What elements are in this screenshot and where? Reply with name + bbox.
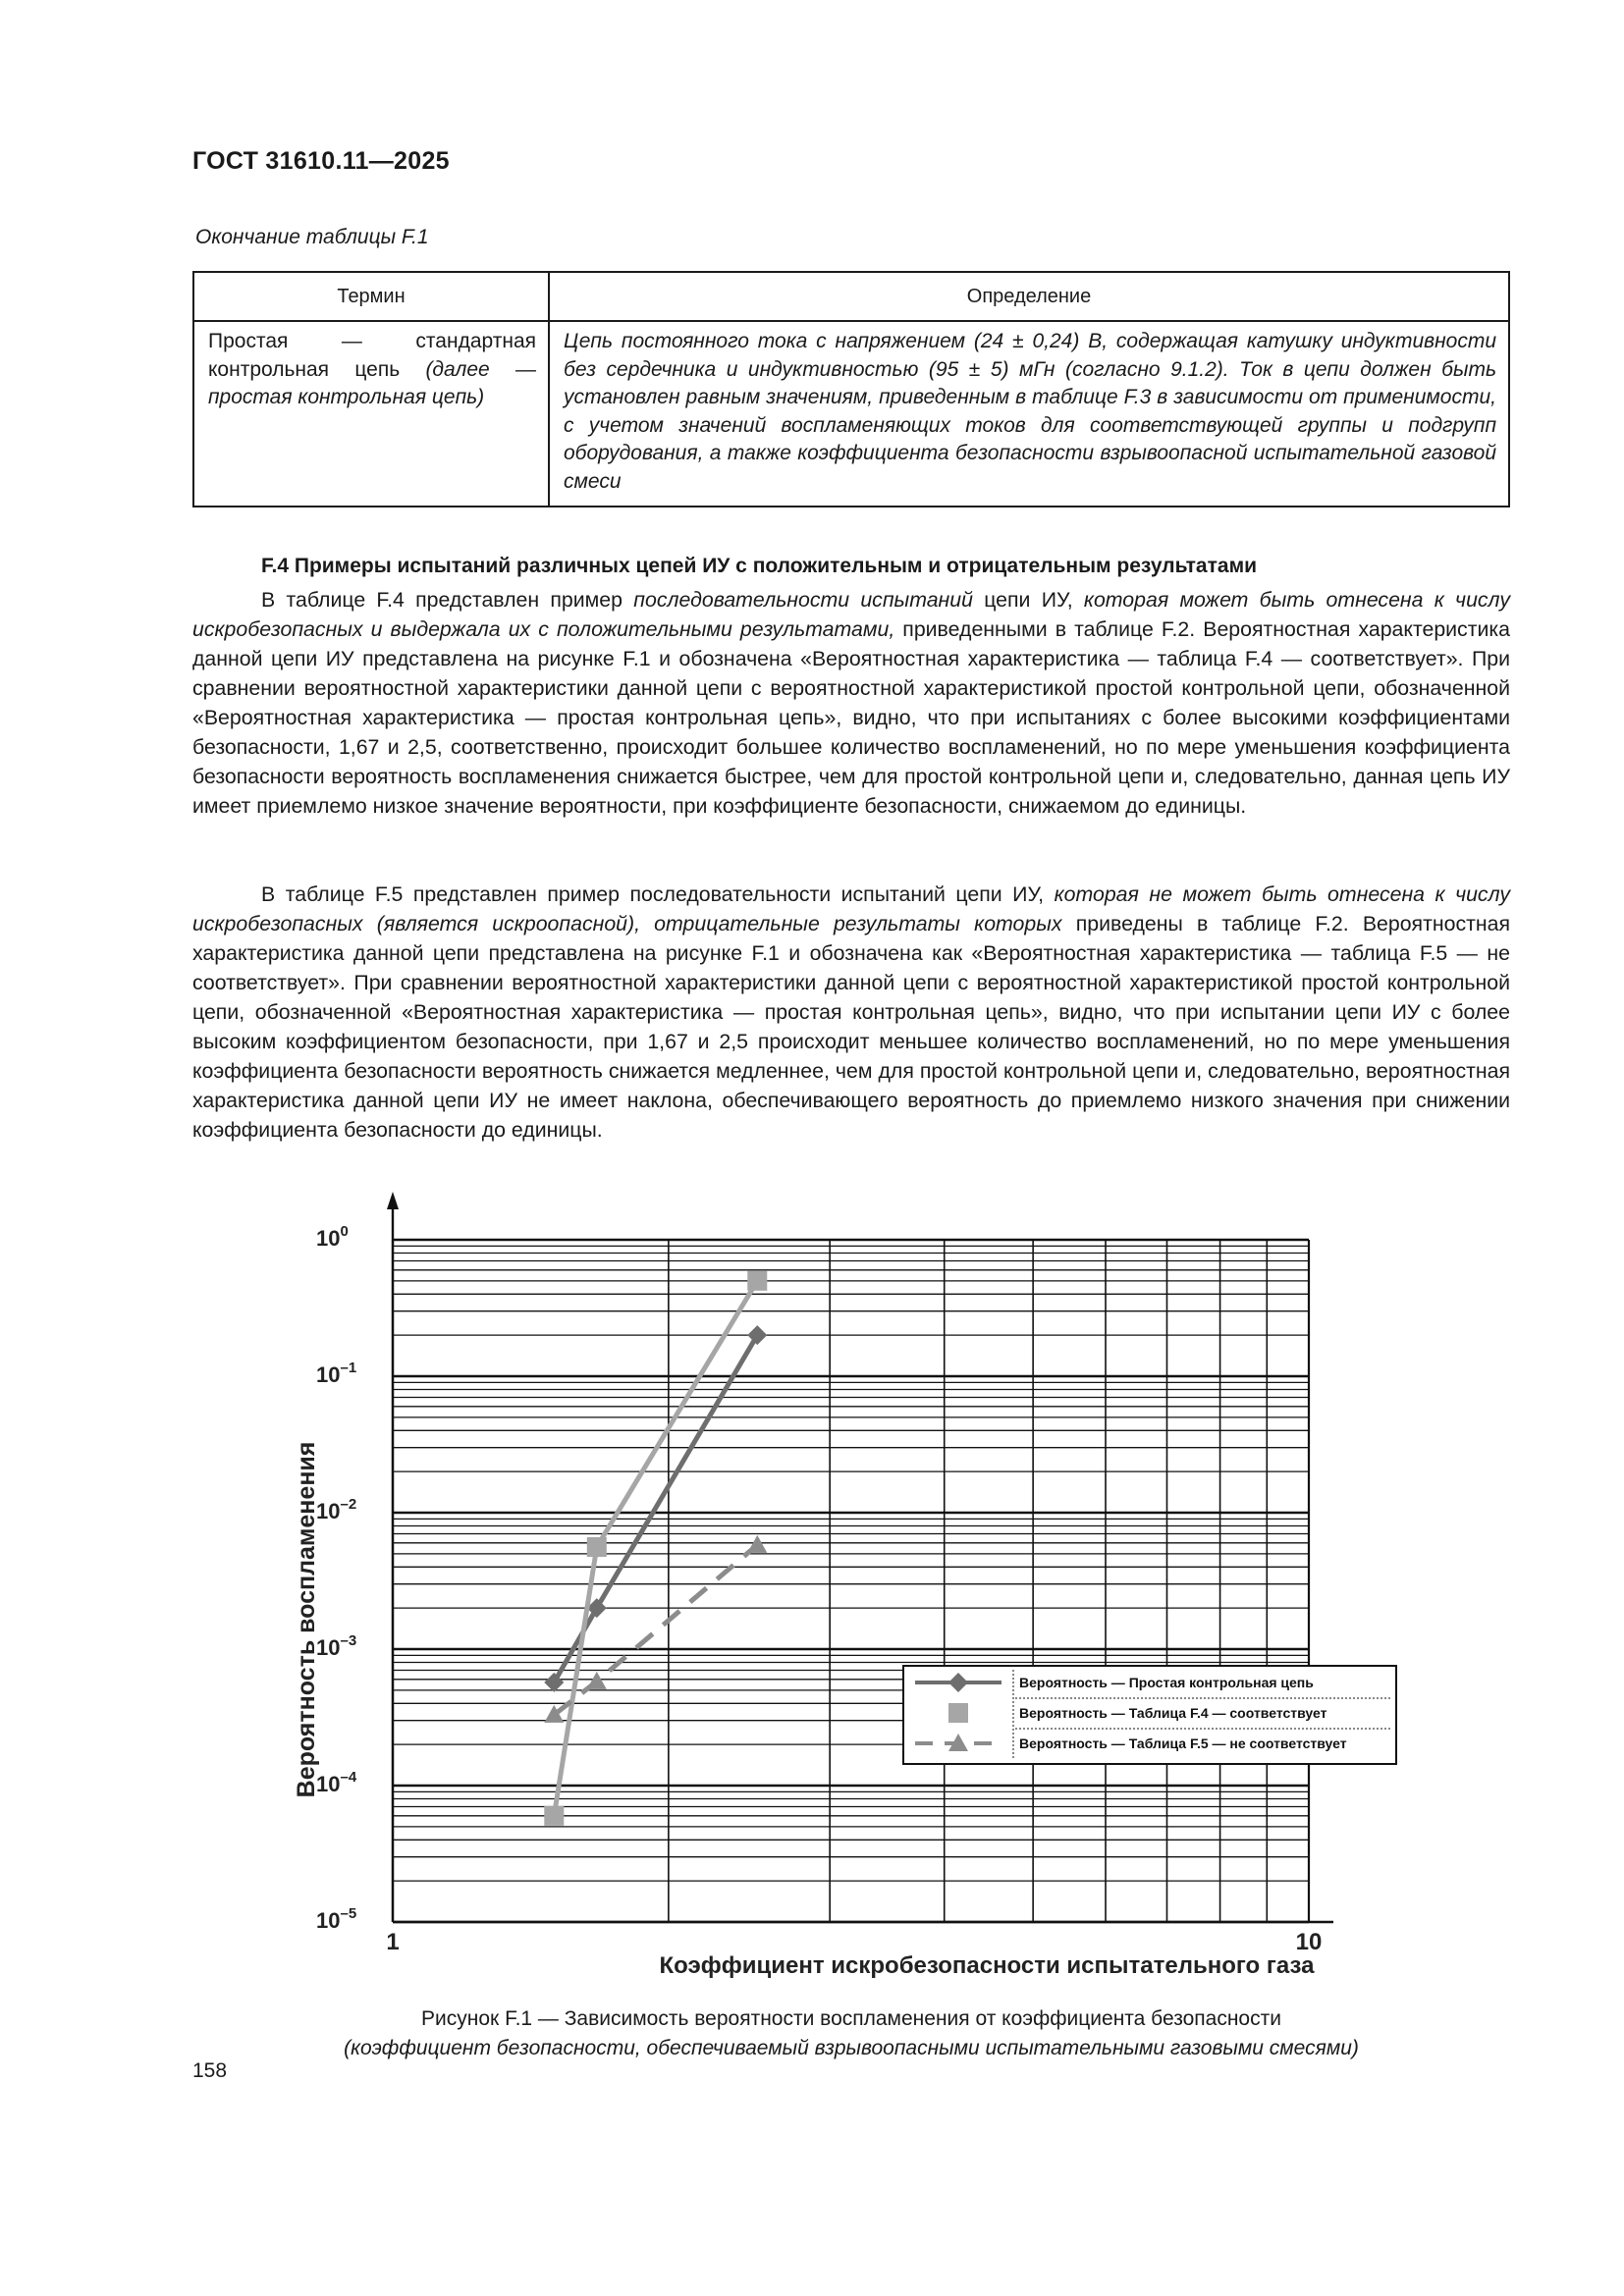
page-number: 158 xyxy=(192,2059,228,2082)
table-header-row xyxy=(193,272,1509,321)
y-axis-label: Вероятность воспламенения xyxy=(293,1441,320,1798)
p1-italic-d: которая может быть отнесена к числу искробезопасных и выдержала их с положительными результатами, xyxy=(192,588,1510,641)
x-tick-label: 10 xyxy=(1295,1929,1323,1955)
legend-label: Вероятность — Таблица F.5 — не соответствует xyxy=(1019,1735,1347,1751)
data-point-triangle xyxy=(587,1672,607,1689)
x-tick-label: 1 xyxy=(386,1929,400,1955)
data-point-diamond xyxy=(544,1673,564,1692)
chart-axes xyxy=(387,1192,1333,1922)
p2-text-a: В таблице F.5 представлен пример последовательности испытаний цепи ИУ, xyxy=(261,882,1055,906)
standard-header: ГОСТ 31610.11—2025 xyxy=(192,147,450,175)
y-tick-label: $10^{-3}$ xyxy=(316,1632,357,1660)
paragraph-1 xyxy=(192,585,1510,821)
p1-italic-b: последовательности испытаний xyxy=(633,588,973,612)
chart-tick-labels xyxy=(316,1223,1322,1955)
y-tick-label: $10^{-5}$ xyxy=(316,1905,357,1933)
figure-caption-line2: (коэффициент безопасности, обеспечиваемый взрывоопасными испытательными газовыми смесями) xyxy=(344,2037,1359,2059)
data-point-square xyxy=(747,1271,767,1291)
table-row xyxy=(193,321,1509,507)
definitions-table xyxy=(192,271,1510,507)
table-header-definition: Определение xyxy=(549,272,1509,321)
figure-caption-line1: Рисунок F.1 — Зависимость вероятности воспламенения от коэффициента безопасности xyxy=(421,2007,1281,2030)
section-heading: F.4 Примеры испытаний различных цепей ИУ с положительным и отрицательным результатами xyxy=(261,555,1258,577)
y-tick-label: $10^0$ xyxy=(316,1223,349,1251)
ignition-probability-chart xyxy=(285,1178,1404,1993)
p1-text-a: В таблице F.4 представлен пример xyxy=(261,588,634,612)
p2-italic-b: которая не может быть отнесена к числу искробезопасных (является искроопасной), отрицательные результаты которых xyxy=(192,882,1510,935)
term-cell xyxy=(193,321,549,507)
data-point-square xyxy=(587,1537,607,1557)
series-line xyxy=(554,1281,757,1816)
p1-text-e: приведенными в таблице F.2. Вероятностная характеристика данной цепи ИУ представлена на рисунке F.1 и обозначена «Вероятностная характеристика — таблица F.4 — соответствует». При сравнении вероятностной характеристики данной цепи с вероятностной характеристикой простой контрольной цепи, обозначенной «Вероятностная характеристика — простая контрольная цепь», видно, что при испытаниях с более высокими коэффициентами безопасности, 1,67 и 2,5, соответственно, происходит большее количество воспламенений, но по мере уменьшения коэффициента безопасности вероятность воспламенения снижается быстрее, чем для простой контрольной цепи и, следовательно, данная цепь ИУ имеет приемлемо низкое значение вероятности, при коэффициенте безопасности, снижаемом до единицы. xyxy=(192,617,1510,818)
chart-grid xyxy=(393,1240,1309,1922)
table-header-term: Термин xyxy=(193,272,549,321)
legend-marker-square xyxy=(948,1703,968,1723)
data-point-square xyxy=(544,1806,564,1826)
chart-series xyxy=(544,1271,767,1826)
p1-text-c: цепи ИУ, xyxy=(972,588,1084,612)
definition-cell: Цепь постоянного тока с напряжением (24 ± 0,24) В, содержащая катушку индуктивности без сердечника и индуктивностью (95 ± 5) мГн (согласно 9.1.2). Ток в цепи должен быть установлен равным значениям, приведенным в таблице F.3 в зависимости от применимости, с учетом значений воспламеняющих токов для соответствующей группы и подгрупп оборудования, а также коэффициента безопасности взрывоопасной испытательной газовой смеси xyxy=(549,321,1509,507)
legend-label: Вероятность — Простая контрольная цепь xyxy=(1019,1675,1314,1690)
p2-text-c: приведены в таблице F.2. Вероятностная характеристика данной цепи представлена на рисунке F.1 и обозначена как «Вероятностная характеристика — таблица F.5 — не соответствует». При сравнении вероятностной характеристики данной цепи с вероятностной характеристикой простой контрольной цепи, обозначенной «Вероятностная характеристика — простая контрольная цепь», видно, что при испытании цепи ИУ с более высоким коэффициентом безопасности, при 1,67 и 2,5 происходит меньшее количество воспламенений, но по мере уменьшения коэффициента безопасности вероятность снижается медленнее, чем для простой контрольной цепи и, следовательно, вероятностная характеристика данной цепи ИУ не имеет наклона, обеспечивающего вероятность до приемлемо низкого значения при снижении коэффициента безопасности до единицы. xyxy=(192,912,1510,1142)
paragraph-2 xyxy=(192,880,1510,1145)
y-tick-label: $10^{-4}$ xyxy=(316,1769,357,1796)
term-text: Простая — стандартная контрольная цепь xyxy=(208,330,536,381)
figure-caption xyxy=(192,2004,1510,2063)
chart-legend xyxy=(903,1666,1396,1764)
y-axis-arrow xyxy=(387,1192,399,1209)
data-point-triangle xyxy=(747,1535,767,1553)
table-caption: Окончание таблицы F.1 xyxy=(195,226,429,248)
term-abbrev: (далее — простая контрольная цепь) xyxy=(208,357,536,408)
y-tick-label: $10^{-2}$ xyxy=(316,1496,357,1523)
y-tick-label: $10^{-1}$ xyxy=(316,1360,357,1387)
x-axis-label: Коэффициент искробезопасности испытательного газа xyxy=(659,1952,1315,1979)
legend-label: Вероятность — Таблица F.4 — соответствует xyxy=(1019,1705,1327,1721)
